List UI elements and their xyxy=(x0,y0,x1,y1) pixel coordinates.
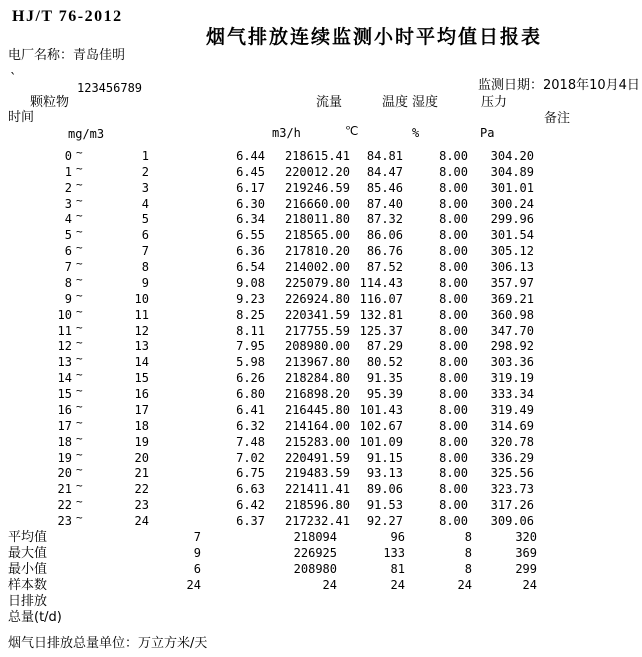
cell-particulate: 6.80 xyxy=(236,387,265,401)
cell-particulate: 9.08 xyxy=(236,276,265,290)
table-row xyxy=(0,321,642,340)
cell-particulate: 6.41 xyxy=(236,403,265,417)
cell-flow: 219483.59 xyxy=(284,466,350,480)
cell-pressure: 304.20 xyxy=(490,149,534,163)
cell-particulate: 6.75 xyxy=(236,466,265,480)
cell-hour-start: 2 xyxy=(64,181,72,195)
cell-flow: 217810.20 xyxy=(284,244,350,258)
cell-hour-end: 18 xyxy=(134,419,149,433)
table-row xyxy=(0,495,642,514)
cell-hour-start: 18 xyxy=(57,435,72,449)
summary-humidity: 8 xyxy=(464,546,472,560)
cell-flow: 214002.00 xyxy=(284,260,350,274)
cell-hour-end: 24 xyxy=(134,514,149,528)
cell-humidity: 8.00 xyxy=(439,197,468,211)
cell-temperature: 87.40 xyxy=(366,197,403,211)
cell-pressure: 357.97 xyxy=(490,276,534,290)
table-row xyxy=(0,479,642,498)
tick-mark: ` xyxy=(10,72,17,87)
cell-pressure: 314.69 xyxy=(490,419,534,433)
cell-hour-start: 11 xyxy=(57,324,72,338)
cell-particulate: 8.25 xyxy=(236,308,265,322)
cell-particulate: 7.02 xyxy=(236,451,265,465)
cell-particulate: 7.48 xyxy=(236,435,265,449)
summary-pressure: 24 xyxy=(522,578,537,592)
cell-humidity: 8.00 xyxy=(439,387,468,401)
tilde-separator: ~ xyxy=(76,336,83,349)
tilde-separator: ~ xyxy=(76,368,83,381)
table-row xyxy=(0,273,642,292)
cell-humidity: 8.00 xyxy=(439,228,468,242)
cell-particulate: 6.26 xyxy=(236,371,265,385)
report-title: 烟气排放连续监测小时平均值日报表 xyxy=(206,26,543,48)
tilde-separator: ~ xyxy=(76,273,83,286)
cell-temperature: 91.15 xyxy=(366,451,403,465)
cell-temperature: 114.43 xyxy=(359,276,403,290)
cell-particulate: 5.98 xyxy=(236,355,265,369)
cell-temperature: 132.81 xyxy=(359,308,403,322)
table-row xyxy=(0,289,642,308)
cell-particulate: 6.34 xyxy=(236,212,265,226)
cell-flow: 217755.59 xyxy=(284,324,350,338)
unit-humidity: % xyxy=(412,126,420,140)
cell-hour-end: 10 xyxy=(134,292,149,306)
summary-pressure: 369 xyxy=(515,546,537,560)
cell-temperature: 85.46 xyxy=(366,181,403,195)
tilde-separator: ~ xyxy=(76,384,83,397)
cell-hour-end: 2 xyxy=(141,165,149,179)
tilde-separator: ~ xyxy=(76,432,83,445)
col-header-humidity: 湿度 xyxy=(412,95,439,110)
tilde-separator: ~ xyxy=(76,146,83,159)
unit-pressure: Pa xyxy=(480,126,495,140)
cell-humidity: 8.00 xyxy=(439,482,468,496)
cell-pressure: 323.73 xyxy=(490,482,534,496)
table-row xyxy=(0,336,642,355)
cell-humidity: 8.00 xyxy=(439,466,468,480)
cell-temperature: 102.67 xyxy=(359,419,403,433)
table-row xyxy=(0,400,642,419)
cell-temperature: 95.39 xyxy=(366,387,403,401)
summary-particulate: 7 xyxy=(193,530,201,544)
cell-humidity: 8.00 xyxy=(439,260,468,274)
cell-particulate: 8.11 xyxy=(236,324,265,338)
cell-temperature: 86.76 xyxy=(366,244,403,258)
cell-humidity: 8.00 xyxy=(439,355,468,369)
cell-hour-start: 9 xyxy=(64,292,72,306)
cell-hour-start: 0 xyxy=(64,149,72,163)
cell-hour-end: 9 xyxy=(141,276,149,290)
summary-label: 总量(t/d) xyxy=(8,610,62,625)
tilde-separator: ~ xyxy=(76,225,83,238)
cell-temperature: 87.29 xyxy=(366,339,403,353)
cell-hour-end: 11 xyxy=(134,308,149,322)
cell-flow: 221411.41 xyxy=(284,482,350,496)
cell-flow: 217232.41 xyxy=(284,514,350,528)
cell-hour-start: 3 xyxy=(64,197,72,211)
cell-hour-end: 14 xyxy=(134,355,149,369)
unit-temperature: ℃ xyxy=(345,124,359,138)
summary-pressure: 320 xyxy=(515,530,537,544)
cell-humidity: 8.00 xyxy=(439,324,468,338)
summary-particulate: 9 xyxy=(193,546,201,560)
tilde-separator: ~ xyxy=(76,352,83,365)
summary-particulate: 24 xyxy=(186,578,201,592)
cell-temperature: 80.52 xyxy=(366,355,403,369)
tilde-separator: ~ xyxy=(76,178,83,191)
col-header-particulate: 颗粒物 xyxy=(30,95,70,110)
cell-pressure: 301.54 xyxy=(490,228,534,242)
cell-temperature: 84.47 xyxy=(366,165,403,179)
cell-flow: 220012.20 xyxy=(284,165,350,179)
cell-pressure: 306.13 xyxy=(490,260,534,274)
cell-pressure: 309.06 xyxy=(490,514,534,528)
cell-flow: 214164.00 xyxy=(284,419,350,433)
summary-flow: 218094 xyxy=(293,530,337,544)
summary-row xyxy=(0,547,642,562)
cell-pressure: 300.24 xyxy=(490,197,534,211)
tilde-separator: ~ xyxy=(76,257,83,270)
table-row xyxy=(0,463,642,482)
cell-flow: 218565.00 xyxy=(284,228,350,242)
cell-pressure: 305.12 xyxy=(490,244,534,258)
cell-pressure: 336.29 xyxy=(490,451,534,465)
cell-flow: 226924.80 xyxy=(284,292,350,306)
cell-particulate: 6.37 xyxy=(236,514,265,528)
cell-temperature: 87.52 xyxy=(366,260,403,274)
cell-hour-end: 22 xyxy=(134,482,149,496)
cell-hour-end: 4 xyxy=(141,197,149,211)
cell-flow: 215283.00 xyxy=(284,435,350,449)
summary-pressure: 299 xyxy=(515,562,537,576)
cell-flow: 218011.80 xyxy=(284,212,350,226)
tilde-separator: ~ xyxy=(76,495,83,508)
cell-humidity: 8.00 xyxy=(439,435,468,449)
summary-row xyxy=(0,611,642,626)
col-header-temperature: 温度 xyxy=(382,95,409,110)
cell-pressure: 298.92 xyxy=(490,339,534,353)
summary-humidity: 24 xyxy=(457,578,472,592)
cell-pressure: 360.98 xyxy=(490,308,534,322)
cell-humidity: 8.00 xyxy=(439,451,468,465)
cell-hour-start: 23 xyxy=(57,514,72,528)
cell-particulate: 6.54 xyxy=(236,260,265,274)
tilde-separator: ~ xyxy=(76,241,83,254)
cell-pressure: 347.70 xyxy=(490,324,534,338)
cell-hour-end: 8 xyxy=(141,260,149,274)
cell-hour-end: 13 xyxy=(134,339,149,353)
tilde-separator: ~ xyxy=(76,162,83,175)
summary-particulate: 6 xyxy=(193,562,201,576)
cell-humidity: 8.00 xyxy=(439,339,468,353)
table-row xyxy=(0,178,642,197)
cell-temperature: 116.07 xyxy=(359,292,403,306)
table-row xyxy=(0,352,642,371)
cell-temperature: 84.81 xyxy=(366,149,403,163)
cell-hour-end: 5 xyxy=(141,212,149,226)
cell-flow: 225079.80 xyxy=(284,276,350,290)
cell-humidity: 8.00 xyxy=(439,181,468,195)
cell-flow: 220491.59 xyxy=(284,451,350,465)
summary-temperature: 24 xyxy=(390,578,405,592)
cell-humidity: 8.00 xyxy=(439,498,468,512)
tilde-separator: ~ xyxy=(76,305,83,318)
cell-pressure: 320.78 xyxy=(490,435,534,449)
table-row xyxy=(0,146,642,165)
cell-hour-start: 14 xyxy=(57,371,72,385)
summary-flow: 208980 xyxy=(293,562,337,576)
cell-hour-end: 3 xyxy=(141,181,149,195)
tilde-separator: ~ xyxy=(76,463,83,476)
cell-hour-start: 10 xyxy=(57,308,72,322)
tilde-separator: ~ xyxy=(76,416,83,429)
cell-temperature: 91.53 xyxy=(366,498,403,512)
cell-flow: 220341.59 xyxy=(284,308,350,322)
standard-number: HJ/T 76-2012 xyxy=(12,8,123,25)
cell-hour-start: 6 xyxy=(64,244,72,258)
summary-label: 日排放 xyxy=(8,594,48,609)
table-row xyxy=(0,225,642,244)
cell-flow: 208980.00 xyxy=(284,339,350,353)
cell-particulate: 6.45 xyxy=(236,165,265,179)
cell-hour-end: 7 xyxy=(141,244,149,258)
cell-temperature: 87.32 xyxy=(366,212,403,226)
cell-hour-end: 21 xyxy=(134,466,149,480)
cell-humidity: 8.00 xyxy=(439,276,468,290)
cell-hour-start: 16 xyxy=(57,403,72,417)
cell-particulate: 6.42 xyxy=(236,498,265,512)
tilde-separator: ~ xyxy=(76,400,83,413)
summary-row xyxy=(0,595,642,610)
tilde-separator: ~ xyxy=(76,511,83,524)
table-row xyxy=(0,368,642,387)
cell-pressure: 319.49 xyxy=(490,403,534,417)
cell-hour-start: 4 xyxy=(64,212,72,226)
cell-hour-end: 6 xyxy=(141,228,149,242)
cell-humidity: 8.00 xyxy=(439,165,468,179)
cell-pressure: 303.36 xyxy=(490,355,534,369)
cell-hour-end: 12 xyxy=(134,324,149,338)
summary-humidity: 8 xyxy=(464,562,472,576)
cell-particulate: 9.23 xyxy=(236,292,265,306)
cell-temperature: 89.06 xyxy=(366,482,403,496)
cell-temperature: 91.35 xyxy=(366,371,403,385)
cell-hour-end: 20 xyxy=(134,451,149,465)
cell-hour-start: 5 xyxy=(64,228,72,242)
cell-particulate: 6.30 xyxy=(236,197,265,211)
cell-pressure: 369.21 xyxy=(490,292,534,306)
cell-pressure: 317.26 xyxy=(490,498,534,512)
unit-particulate: mg/m3 xyxy=(68,127,105,141)
summary-label: 最小值 xyxy=(8,562,48,577)
tilde-separator: ~ xyxy=(76,448,83,461)
col-header-flow: 流量 xyxy=(316,95,343,110)
summary-row xyxy=(0,579,642,594)
summary-row xyxy=(0,563,642,578)
unit-flow: m3/h xyxy=(272,126,301,140)
cell-particulate: 6.17 xyxy=(236,181,265,195)
cell-temperature: 86.06 xyxy=(366,228,403,242)
tilde-separator: ~ xyxy=(76,209,83,222)
table-row xyxy=(0,511,642,530)
cell-temperature: 92.27 xyxy=(366,514,403,528)
table-row xyxy=(0,384,642,403)
cell-pressure: 333.34 xyxy=(490,387,534,401)
serial-number: 123456789 xyxy=(77,81,143,95)
cell-pressure: 325.56 xyxy=(490,466,534,480)
summary-label: 样本数 xyxy=(8,578,48,593)
tilde-separator: ~ xyxy=(76,289,83,302)
table-row xyxy=(0,305,642,324)
cell-temperature: 93.13 xyxy=(366,466,403,480)
table-row xyxy=(0,209,642,228)
tilde-separator: ~ xyxy=(76,479,83,492)
cell-particulate: 6.36 xyxy=(236,244,265,258)
cell-hour-end: 16 xyxy=(134,387,149,401)
cell-hour-start: 8 xyxy=(64,276,72,290)
summary-humidity: 8 xyxy=(464,530,472,544)
cell-humidity: 8.00 xyxy=(439,419,468,433)
summary-temperature: 96 xyxy=(390,530,405,544)
cell-hour-start: 22 xyxy=(57,498,72,512)
cell-humidity: 8.00 xyxy=(439,149,468,163)
tilde-separator: ~ xyxy=(76,321,83,334)
cell-hour-start: 19 xyxy=(57,451,72,465)
cell-humidity: 8.00 xyxy=(439,371,468,385)
cell-humidity: 8.00 xyxy=(439,292,468,306)
table-row xyxy=(0,194,642,213)
cell-pressure: 299.96 xyxy=(490,212,534,226)
cell-particulate: 6.32 xyxy=(236,419,265,433)
cell-hour-end: 15 xyxy=(134,371,149,385)
table-row xyxy=(0,432,642,451)
cell-hour-start: 20 xyxy=(57,466,72,480)
cell-temperature: 101.43 xyxy=(359,403,403,417)
cell-particulate: 6.55 xyxy=(236,228,265,242)
cell-temperature: 101.09 xyxy=(359,435,403,449)
cell-flow: 216898.20 xyxy=(284,387,350,401)
tilde-separator: ~ xyxy=(76,194,83,207)
table-row xyxy=(0,416,642,435)
cell-hour-start: 1 xyxy=(64,165,72,179)
cell-flow: 216445.80 xyxy=(284,403,350,417)
cell-pressure: 304.89 xyxy=(490,165,534,179)
summary-row xyxy=(0,531,642,546)
cell-humidity: 8.00 xyxy=(439,308,468,322)
cell-humidity: 8.00 xyxy=(439,244,468,258)
cell-humidity: 8.00 xyxy=(439,403,468,417)
table-row xyxy=(0,162,642,181)
cell-particulate: 6.63 xyxy=(236,482,265,496)
col-header-remark: 备注 xyxy=(544,111,571,126)
cell-particulate: 6.44 xyxy=(236,149,265,163)
summary-flow: 24 xyxy=(322,578,337,592)
cell-pressure: 319.19 xyxy=(490,371,534,385)
cell-flow: 218615.41 xyxy=(284,149,350,163)
summary-temperature: 133 xyxy=(383,546,405,560)
cell-flow: 219246.59 xyxy=(284,181,350,195)
monitor-date: 监测日期：2018年10月4日 xyxy=(478,78,640,93)
cell-temperature: 125.37 xyxy=(359,324,403,338)
cell-flow: 218596.80 xyxy=(284,498,350,512)
table-row xyxy=(0,257,642,276)
table-row xyxy=(0,241,642,260)
cell-hour-end: 17 xyxy=(134,403,149,417)
cell-hour-end: 19 xyxy=(134,435,149,449)
footer-note: 烟气日排放总量单位：万立方米/天 xyxy=(8,636,208,651)
col-header-time: 时间 xyxy=(8,110,35,125)
cell-hour-start: 7 xyxy=(64,260,72,274)
cell-hour-start: 21 xyxy=(57,482,72,496)
cell-flow: 216660.00 xyxy=(284,197,350,211)
cell-hour-end: 1 xyxy=(141,149,149,163)
cell-particulate: 7.95 xyxy=(236,339,265,353)
cell-hour-start: 15 xyxy=(57,387,72,401)
cell-hour-end: 23 xyxy=(134,498,149,512)
cell-humidity: 8.00 xyxy=(439,212,468,226)
summary-flow: 226925 xyxy=(293,546,337,560)
cell-pressure: 301.01 xyxy=(490,181,534,195)
table-row xyxy=(0,448,642,467)
cell-hour-start: 13 xyxy=(57,355,72,369)
summary-temperature: 81 xyxy=(390,562,405,576)
plant-name: 电厂名称：青岛佳明 xyxy=(8,48,126,63)
cell-flow: 218284.80 xyxy=(284,371,350,385)
cell-hour-start: 17 xyxy=(57,419,72,433)
cell-flow: 213967.80 xyxy=(284,355,350,369)
summary-label: 最大值 xyxy=(8,546,48,561)
col-header-pressure: 压力 xyxy=(481,95,508,110)
summary-label: 平均值 xyxy=(8,530,48,545)
cell-hour-start: 12 xyxy=(57,339,72,353)
cell-humidity: 8.00 xyxy=(439,514,468,528)
